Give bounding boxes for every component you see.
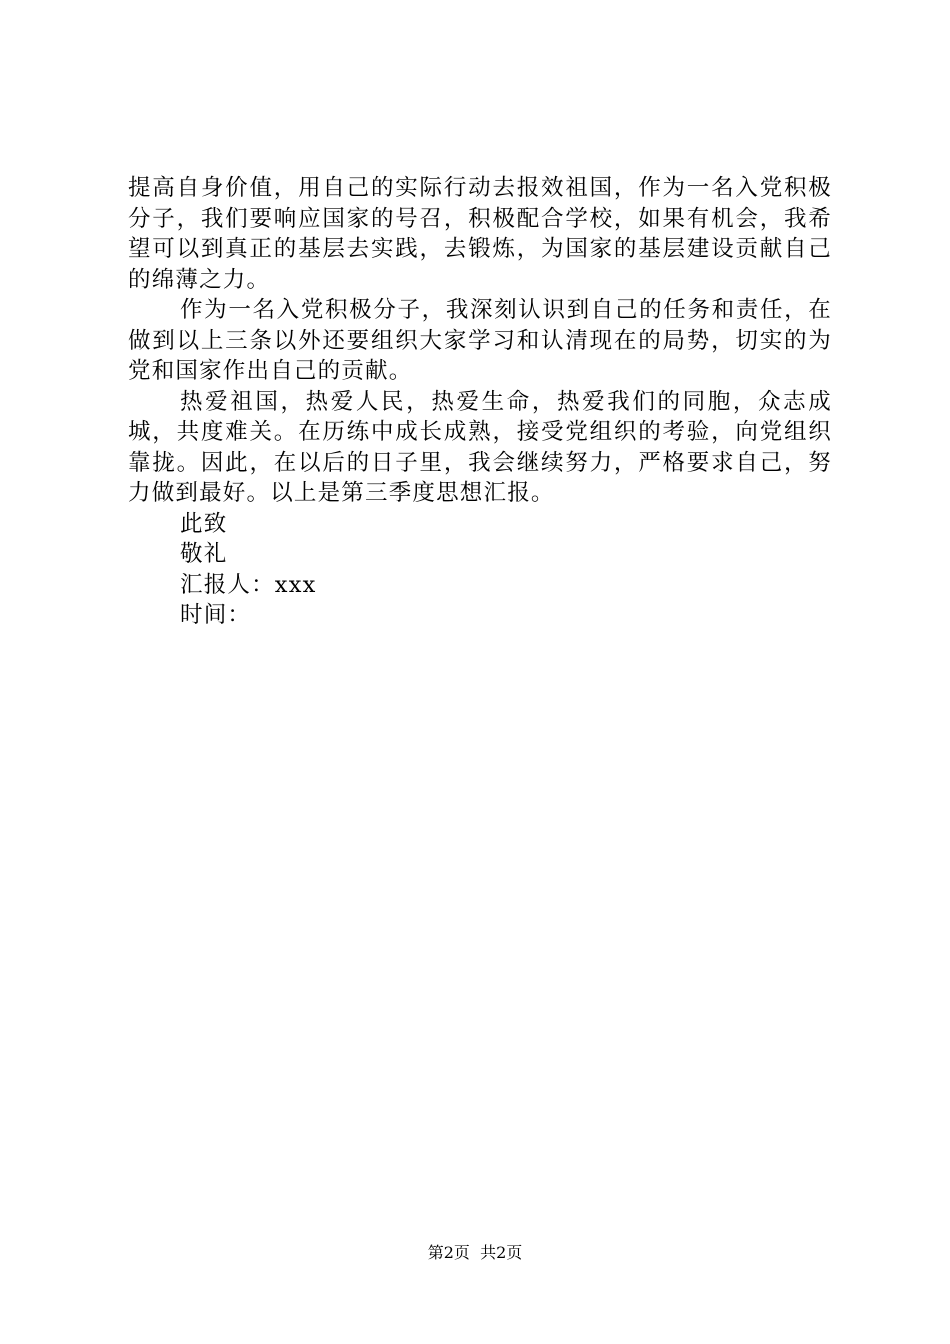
paragraph-patriotism: 热爱祖国，热爱人民，热爱生命，热爱我们的同胞，众志成城，共度难关。在历练中成长成熟，接受党组织的考验，向党组织靠拢。因此，在以后的日子里，我会继续努力，严格要求自己，努力做到最好。以上是第三季度思想汇报。 [128, 388, 832, 506]
reporter-line: 汇报人：xxx [180, 571, 317, 598]
closing-salutation: 此致 [180, 510, 228, 537]
paragraph-responsibility: 作为一名入党积极分子，我深刻认识到自己的任务和责任，在做到以上三条以外还要组织大家学习和认清现在的局势，切实的为党和国家作出自己的贡献。 [128, 297, 832, 384]
closing-regards: 敬礼 [180, 541, 228, 567]
page-footer: 第2页 共2页 [427, 1243, 523, 1262]
time-line: 时间： [180, 602, 252, 628]
document-body [128, 173, 832, 631]
paragraph-continuation: 提高自身价值，用自己的实际行动去报效祖国，作为一名入党积极分子，我们要响应国家的号召，积极配合学校，如果有机会，我希望可以到真正的基层去实践，去锻炼，为国家的基层建设贡献自己的绵薄之力。 [128, 175, 832, 293]
